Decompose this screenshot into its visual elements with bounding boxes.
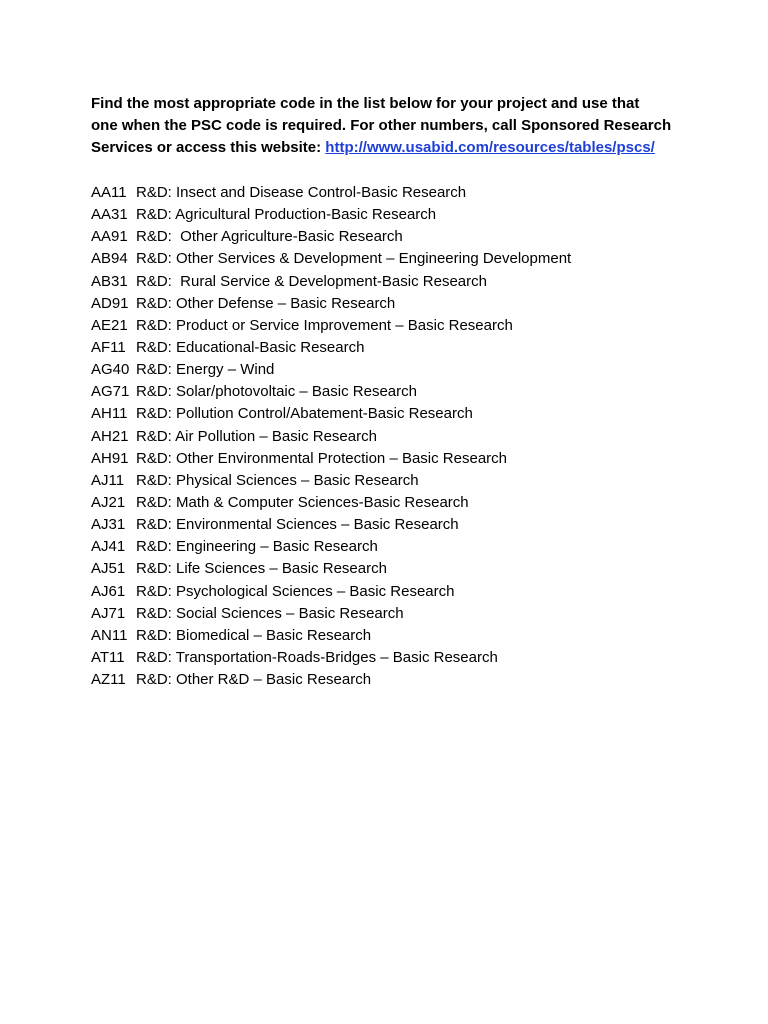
- psc-description: R&D: Environmental Sciences – Basic Research: [136, 516, 459, 534]
- psc-description: R&D: Other Agriculture-Basic Research: [136, 228, 403, 246]
- psc-code: AG40: [91, 361, 130, 379]
- psc-code-row: [91, 514, 731, 536]
- psc-code: AG71: [91, 383, 130, 401]
- psc-code-row: [91, 359, 731, 381]
- psc-code: AA31: [91, 206, 128, 224]
- psc-code: AB94: [91, 250, 128, 268]
- psc-description: R&D: Social Sciences – Basic Research: [136, 604, 404, 622]
- psc-code: AJ21: [91, 493, 126, 511]
- psc-code: AJ61: [91, 582, 126, 600]
- psc-code: AH11: [91, 405, 128, 423]
- psc-code: AZ11: [91, 671, 126, 689]
- psc-description: R&D: Physical Sciences – Basic Research: [136, 471, 419, 489]
- intro-line-1: Find the most appropriate code in the list below for your project and use that: [91, 95, 640, 112]
- document-page: [91, 93, 731, 691]
- psc-description: R&D: Transportation-Roads-Bridges – Basic Research: [136, 648, 498, 666]
- psc-description: R&D: Air Pollution – Basic Research: [136, 427, 377, 445]
- psc-code-row: [91, 647, 731, 669]
- psc-description: R&D: Biomedical – Basic Research: [136, 626, 372, 644]
- psc-code-row: [91, 182, 731, 204]
- psc-code-row: [91, 558, 731, 580]
- psc-code: AT11: [91, 648, 125, 666]
- psc-description: R&D: Math & Computer Sciences-Basic Research: [136, 493, 469, 511]
- intro-paragraph: [91, 93, 731, 159]
- psc-description: R&D: Educational-Basic Research: [136, 338, 365, 356]
- intro-line-3: [91, 137, 731, 159]
- psc-code-row: [91, 271, 731, 293]
- psc-code-row: [91, 536, 731, 558]
- psc-code-row: [91, 669, 731, 691]
- psc-code: AJ71: [91, 604, 126, 622]
- psc-description: R&D: Product or Service Improvement – Basic Research: [136, 316, 513, 334]
- psc-code: AA11: [91, 184, 127, 201]
- psc-code-row: [91, 492, 731, 514]
- psc-code-row: [91, 448, 731, 470]
- psc-code: AD91: [91, 294, 129, 312]
- psc-code-row: [91, 426, 731, 448]
- psc-description: R&D: Insect and Disease Control-Basic Research: [136, 184, 467, 201]
- psc-description: R&D: Other Services & Development – Engineering Development: [136, 250, 572, 268]
- psc-code-row: [91, 381, 731, 403]
- psc-code-list: [91, 182, 731, 691]
- psc-code-row: [91, 315, 731, 337]
- psc-description: R&D: Other R&D – Basic Research: [136, 671, 372, 689]
- psc-code: AB31: [91, 272, 128, 290]
- psc-code-row: [91, 625, 731, 647]
- psc-code-row: [91, 603, 731, 625]
- psc-code: AF11: [91, 338, 126, 356]
- psc-description: R&D: Pollution Control/Abatement-Basic Research: [136, 405, 473, 423]
- psc-code: AJ31: [91, 516, 126, 534]
- psc-code-row: [91, 470, 731, 492]
- psc-code: AJ41: [91, 538, 126, 556]
- psc-code-row: [91, 293, 731, 315]
- psc-code: AH21: [91, 427, 129, 445]
- psc-description: R&D: Solar/photovoltaic – Basic Research: [136, 383, 417, 401]
- psc-code: AA91: [91, 228, 128, 246]
- psc-description: R&D: Rural Service & Development-Basic Research: [136, 272, 487, 290]
- psc-description: R&D: Life Sciences – Basic Research: [136, 560, 387, 578]
- psc-code-row: [91, 403, 731, 425]
- psc-code-row: [91, 226, 731, 248]
- psc-code-row: [91, 581, 731, 603]
- psc-code-row: [91, 248, 731, 270]
- psc-code: AH91: [91, 449, 129, 467]
- psc-website-link[interactable]: http://www.usabid.com/resources/tables/pscs/: [325, 139, 655, 156]
- psc-description: R&D: Psychological Sciences – Basic Research: [136, 582, 455, 600]
- psc-code-row: [91, 204, 731, 226]
- psc-description: R&D: Other Environmental Protection – Basic Research: [136, 449, 507, 467]
- psc-code: AJ51: [91, 560, 126, 578]
- psc-description: R&D: Energy – Wind: [136, 361, 275, 379]
- psc-description: R&D: Engineering – Basic Research: [136, 538, 378, 556]
- intro-line-2: one when the PSC code is required. For other numbers, call Sponsored Research: [91, 117, 672, 134]
- psc-description: R&D: Agricultural Production-Basic Research: [136, 206, 437, 224]
- psc-code-row: [91, 337, 731, 359]
- psc-code: AE21: [91, 316, 128, 334]
- psc-code: AN11: [91, 626, 128, 644]
- psc-code: AJ11: [91, 471, 125, 489]
- psc-description: R&D: Other Defense – Basic Research: [136, 294, 396, 312]
- intro-line-3-text: Services or access this website:: [91, 139, 326, 156]
